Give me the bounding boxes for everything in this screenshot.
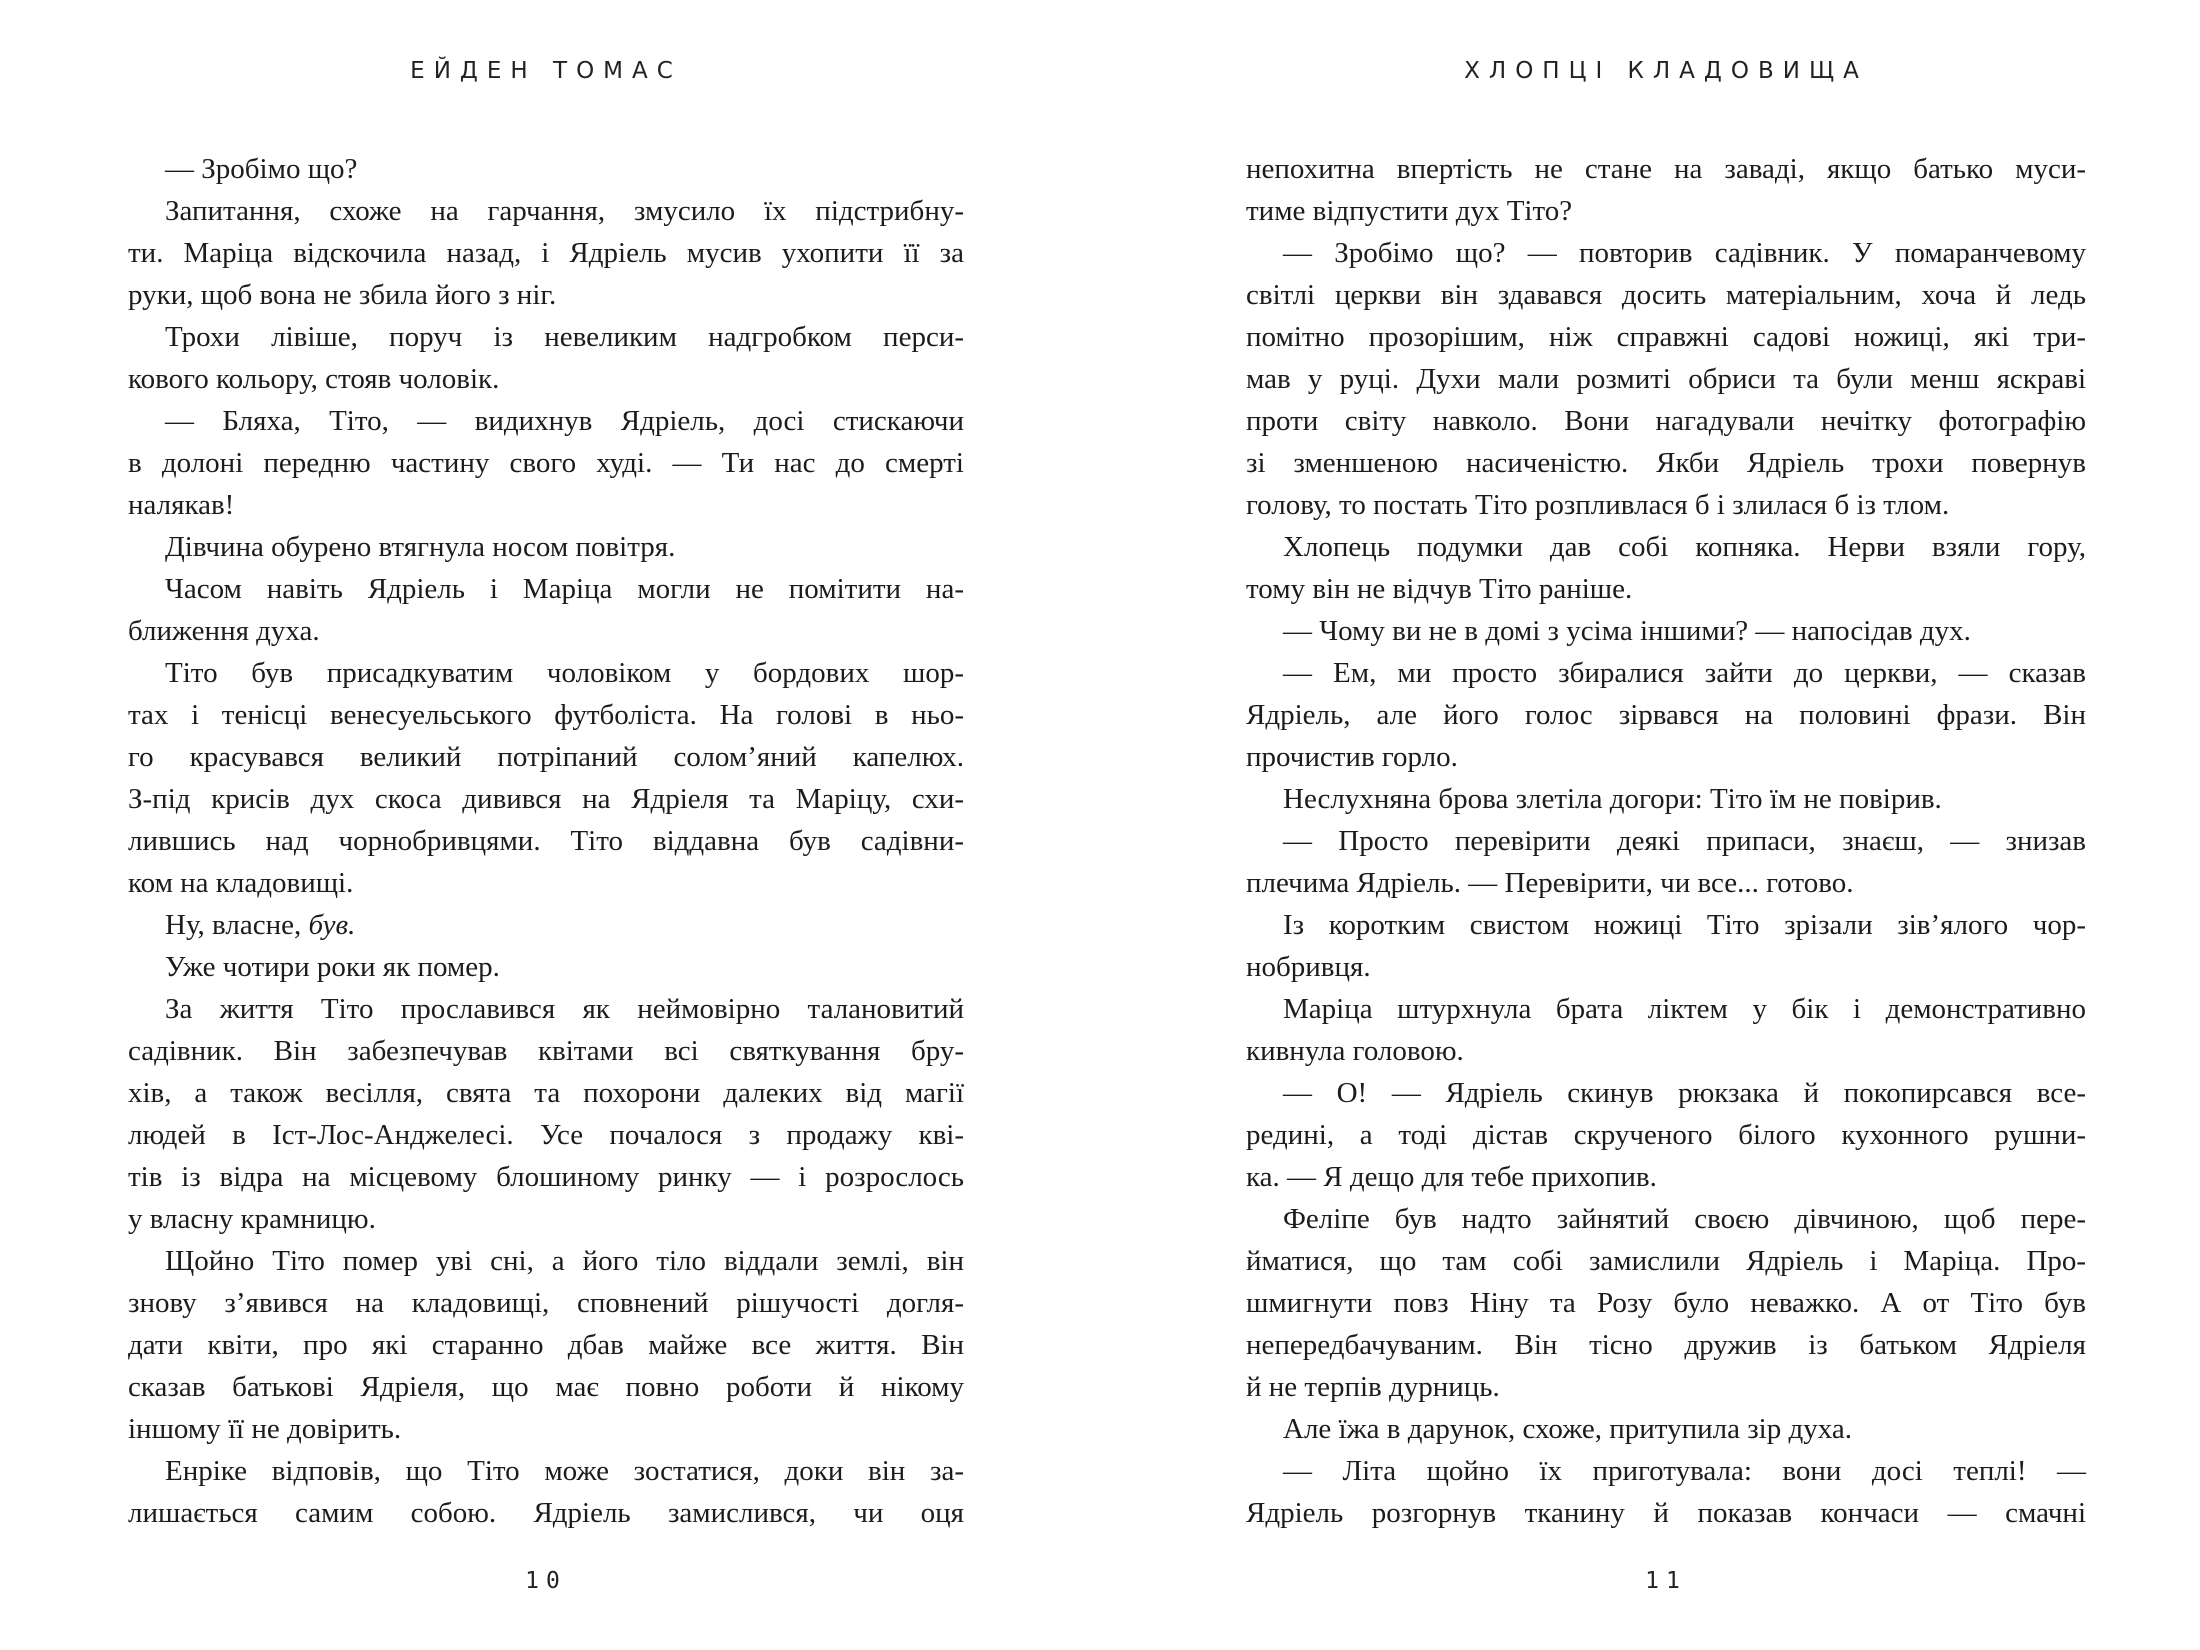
text-line: сказав батькові Ядріеля, що має повно роботи й нікому <box>128 1371 964 1403</box>
text-line: садівник. Він забезпечував квітами всі святкування бру- <box>128 1035 964 1067</box>
text-line: — О! — Ядріель скинув рюкзака й покопирсався все- <box>1283 1077 2086 1109</box>
text-line: кового кольору, стояв чоловік. <box>128 363 500 395</box>
text-line: плечима Ядріель. — Перевірити, чи все... готово. <box>1246 867 1854 899</box>
paragraph <box>128 148 964 190</box>
text-line: Хлопець подумки дав собі копняка. Нерви взяли гору, <box>1283 531 2086 563</box>
paragraph <box>1246 988 2086 1072</box>
text-line: — Бляха, Тіто, — видихнув Ядріель, досі стискаючи <box>165 405 964 437</box>
text-line: За життя Тіто прославився як неймовірно талановитий <box>165 993 964 1025</box>
text-line: кивнула головою. <box>1246 1035 1464 1067</box>
text-line: З-під крисів дух скоса дивився на Ядріеля та Маріцу, схи- <box>128 783 964 815</box>
text-line: йматися, що там собі замислили Ядріель і Маріца. Про- <box>1246 1245 2086 1277</box>
text-line: лившись над чорнобривцями. Тіто віддавна був садівни- <box>128 825 964 857</box>
text-line: світлі церкви він здавався досить матеріальним, хоча й ледь <box>1246 279 2086 311</box>
paragraph <box>128 904 964 946</box>
paragraph <box>128 946 964 988</box>
paragraph <box>128 316 964 400</box>
text-line: Неслухняна брова злетіла догори: Тіто їм не повірив. <box>1283 783 1942 815</box>
text-line: — Зробімо що? <box>165 153 358 185</box>
text-line: Дівчина обурено втягнула носом повітря. <box>165 531 676 563</box>
text-line: у власну крамницю. <box>128 1203 376 1235</box>
text-line: знову з’явився на кладовищі, сповнений рішучості догля- <box>128 1287 964 1319</box>
text-line: Маріца штурхнула брата ліктем у бік і демонстративно <box>1283 993 2086 1025</box>
paragraph <box>1246 1450 2086 1534</box>
paragraph <box>1246 1198 2086 1408</box>
text-line: шмигнути повз Ніну та Розу було неважко. А от Тіто був <box>1246 1287 2086 1319</box>
text-line: в долоні передню частину свого худі. — Ти нас до смерті <box>128 447 964 479</box>
text-line: помітно прозорішим, ніж справжні садові ножиці, які три- <box>1246 321 2086 353</box>
paragraph <box>128 568 964 652</box>
paragraph <box>1246 232 2086 526</box>
text-line: го красувався великий потріпаний солом’яний капелюх. <box>128 741 964 773</box>
page-body-left <box>128 148 964 1534</box>
text-line: непередбачуваним. Він тісно дружив із батьком Ядріеля <box>1246 1329 2086 1361</box>
text-line: тах і тенісці венесуельського футболіста. На голові в ньо- <box>128 699 964 731</box>
text-line: людей в Іст-Лос-Анджелесі. Усе почалося з продажу кві- <box>128 1119 964 1151</box>
paragraph <box>1246 652 2086 778</box>
text-line: іншому її не довірить. <box>128 1413 402 1445</box>
text-line: ближення духа. <box>128 615 320 647</box>
text-line: ка. — Я дещо для тебе прихопив. <box>1246 1161 1657 1193</box>
text-line: проти світу навколо. Вони нагадували нечітку фотографію <box>1246 405 2086 437</box>
paragraph <box>128 190 964 316</box>
paragraph <box>128 526 964 568</box>
text-line: налякав! <box>128 489 235 521</box>
text-line: Ядріель розгорнув тканину й показав кончаси — смачні <box>1246 1497 2086 1529</box>
text-line: Часом навіть Ядріель і Маріца могли не помітити на- <box>165 573 964 605</box>
paragraph <box>1246 610 2086 652</box>
running-header-title: ХЛОПЦІ КЛАДОВИЩА <box>1464 58 1868 84</box>
paragraph <box>128 1450 964 1534</box>
text-line: руки, щоб вона не збила його з ніг. <box>128 279 557 311</box>
text-line: — Зробімо що? — повторив садівник. У помаранчевому <box>1283 237 2086 269</box>
text-line: Феліпе був надто зайнятий своєю дівчиною, щоб пере- <box>1283 1203 2086 1235</box>
paragraph <box>1246 778 2086 820</box>
text-line: Тіто був присадкуватим чоловіком у бордових шор- <box>165 657 964 689</box>
text-line: Щойно Тіто помер уві сні, а його тіло віддали землі, він <box>165 1245 964 1277</box>
text-line: — Літа щойно їх приготувала: вони досі теплі! — <box>1283 1455 2086 1487</box>
paragraph <box>128 400 964 526</box>
text-line: лишається самим собою. Ядріель замислився, чи оця <box>128 1497 964 1529</box>
text-line: нобривця. <box>1246 951 1371 983</box>
paragraph <box>128 652 964 904</box>
paragraph <box>1246 904 2086 988</box>
text-line: Із коротким свистом ножиці Тіто зрізали зів’ялого чор- <box>1283 909 2086 941</box>
text-line: Енріке відповів, що Тіто може зостатися, доки він за- <box>165 1455 964 1487</box>
text-line: — Ем, ми просто збиралися зайти до церкви, — сказав <box>1283 657 2086 689</box>
page-body-right <box>1246 148 2086 1534</box>
text-line: й не терпів дурниць. <box>1246 1371 1500 1403</box>
running-header-author: ЕЙДЕН ТОМАС <box>410 58 682 84</box>
text-line: дати квіти, про які старанно дбав майже все життя. Він <box>128 1329 964 1361</box>
paragraph <box>128 988 964 1240</box>
paragraph <box>1246 1408 2086 1450</box>
text-line: Уже чотири роки як помер. <box>165 951 500 983</box>
text-line: ти. Маріца відскочила назад, і Ядріель мусив ухопити її за <box>128 237 964 269</box>
paragraph <box>1246 148 2086 232</box>
text-line: зі зменшеною насиченістю. Якби Ядріель трохи повернув <box>1246 447 2086 479</box>
text-line: Трохи лівіше, поруч із невеликим надгробком перси- <box>165 321 964 353</box>
text-line: Запитання, схоже на гарчання, змусило їх підстрибну- <box>165 195 964 227</box>
text-line: голову, то постать Тіто розпливлася б і злилася б із тлом. <box>1246 489 1950 521</box>
text-line: тів із відра на місцевому блошиному ринку — і розрослось <box>128 1161 964 1193</box>
text-line: непохитна впертість не стане на заваді, якщо батько муси- <box>1246 153 2086 185</box>
page-number-right: 11 <box>1645 1568 1687 1594</box>
text-line: редині, а тоді дістав скрученого білого кухонного рушни- <box>1246 1119 2086 1151</box>
text-line: тиме відпустити дух Тіто? <box>1246 195 1573 227</box>
text-line: тому він не відчув Тіто раніше. <box>1246 573 1633 605</box>
text-line: ком на кладовищі. <box>128 867 354 899</box>
text-line: прочистив горло. <box>1246 741 1458 773</box>
text-line: Ядріель, але його голос зірвався на половині фрази. Він <box>1246 699 2086 731</box>
page-right <box>1100 0 2200 1650</box>
text-line: — Чому ви не в домі з усіма іншими? — напосідав дух. <box>1283 615 1971 647</box>
page-number-left: 10 <box>525 1568 567 1594</box>
paragraph <box>128 1240 964 1450</box>
text-line: Але їжа в дарунок, схоже, притупила зір духа. <box>1283 1413 1852 1445</box>
paragraph <box>1246 1072 2086 1198</box>
text-line: мав у руці. Духи мали розмиті обриси та були менш яскраві <box>1246 363 2086 395</box>
text-line: — Просто перевірити деякі припаси, знаєш, — знизав <box>1283 825 2086 857</box>
paragraph <box>1246 526 2086 610</box>
text-line: хів, а також весілля, свята та похорони далеких від магії <box>128 1077 964 1109</box>
text-line: Ну, власне, був. <box>165 909 356 941</box>
paragraph <box>1246 820 2086 904</box>
